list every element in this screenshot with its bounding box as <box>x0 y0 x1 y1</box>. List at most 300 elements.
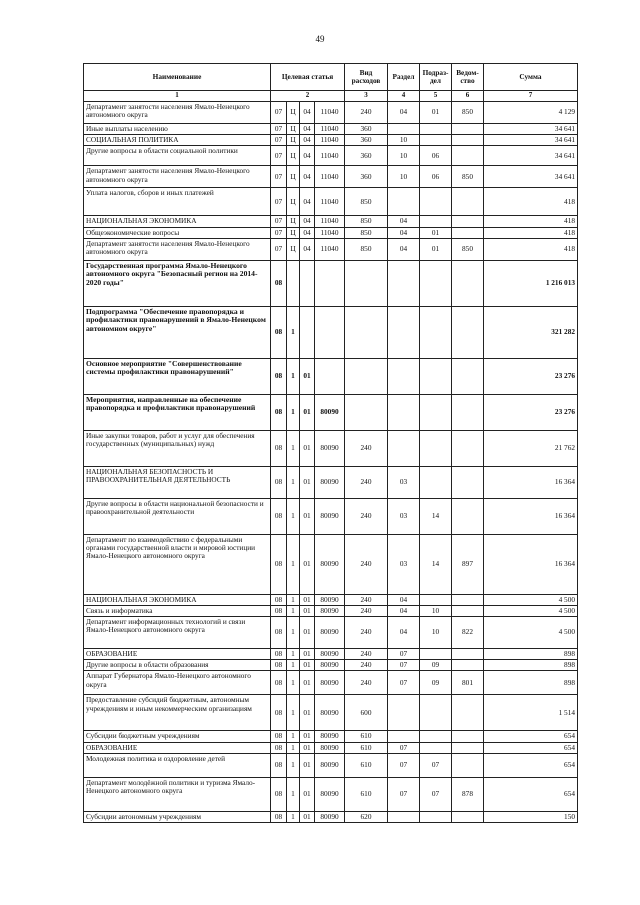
expense-type-code: 240 <box>345 430 388 466</box>
row-name: Департамент по взаимодействию с федеральными органами государственной власти и мировой юстиции Ямало-Ненецкого автономного округа <box>84 534 271 594</box>
row-name: Уплата налогов, сборов и иных платежей <box>84 188 271 216</box>
department-code: 850 <box>452 238 484 260</box>
subprogram-code: Ц <box>287 102 300 124</box>
amount: 4 500 <box>484 617 578 649</box>
activity-code: 01 <box>300 498 315 534</box>
table-row <box>84 166 578 188</box>
subprogram-code: 1 <box>287 811 300 822</box>
subprogram-code: 1 <box>287 594 300 605</box>
program-code: 08 <box>271 695 287 731</box>
row-name: Общеэкономические вопросы <box>84 227 271 238</box>
section-code <box>388 306 420 358</box>
amount: 34 641 <box>484 146 578 166</box>
program-code: 07 <box>271 188 287 216</box>
table-row <box>84 394 578 430</box>
subprogram-code: 1 <box>287 605 300 616</box>
row-name: Департамент занятости населения Ямало-Ненецкого автономного округа <box>84 238 271 260</box>
expense-type-code: 240 <box>345 498 388 534</box>
subprogram-code: Ц <box>287 216 300 227</box>
row-name: Департамент занятости населения Ямало-Ненецкого автономного округа <box>84 102 271 124</box>
activity-code: 04 <box>300 227 315 238</box>
header-section: Раздел <box>388 64 420 91</box>
section-code: 03 <box>388 466 420 498</box>
direction-code: 80090 <box>315 811 345 822</box>
table-row <box>84 498 578 534</box>
program-code: 08 <box>271 777 287 811</box>
subprogram-code: Ц <box>287 227 300 238</box>
amount: 16 364 <box>484 498 578 534</box>
direction-code: 80090 <box>315 660 345 671</box>
table-row <box>84 671 578 695</box>
program-code: 08 <box>271 753 287 777</box>
program-code: 08 <box>271 617 287 649</box>
expense-type-code: 850 <box>345 238 388 260</box>
section-code <box>388 124 420 135</box>
subsection-code: 01 <box>420 102 452 124</box>
subsection-code <box>420 594 452 605</box>
activity-code: 01 <box>300 605 315 616</box>
expense-type-code <box>345 358 388 394</box>
department-code <box>452 731 484 742</box>
section-code: 10 <box>388 166 420 188</box>
subprogram-code: 1 <box>287 660 300 671</box>
program-code: 08 <box>271 394 287 430</box>
program-code: 08 <box>271 742 287 753</box>
section-code: 03 <box>388 534 420 594</box>
table-row <box>84 660 578 671</box>
section-code: 04 <box>388 238 420 260</box>
direction-code: 11040 <box>315 146 345 166</box>
activity-code: 04 <box>300 166 315 188</box>
expense-type-code: 850 <box>345 227 388 238</box>
program-code: 08 <box>271 605 287 616</box>
subprogram-code: 1 <box>287 306 300 358</box>
direction-code: 80090 <box>315 695 345 731</box>
expense-type-code: 610 <box>345 742 388 753</box>
row-name: СОЦИАЛЬНАЯ ПОЛИТИКА <box>84 135 271 146</box>
subprogram-code: 1 <box>287 394 300 430</box>
department-code <box>452 358 484 394</box>
row-name: Молодежная политика и оздоровление детей <box>84 753 271 777</box>
amount: 4 129 <box>484 102 578 124</box>
table-row <box>84 238 578 260</box>
amount: 21 762 <box>484 430 578 466</box>
section-code: 04 <box>388 216 420 227</box>
row-name: ОБРАЗОВАНИЕ <box>84 742 271 753</box>
program-code: 08 <box>271 358 287 394</box>
row-name: Мероприятия, направленные на обеспечение правопорядка и профилактики правонарушений <box>84 394 271 430</box>
table-row <box>84 216 578 227</box>
expense-type-code: 850 <box>345 188 388 216</box>
department-code <box>452 660 484 671</box>
subsection-code: 14 <box>420 534 452 594</box>
amount: 418 <box>484 227 578 238</box>
department-code <box>452 498 484 534</box>
subprogram-code: Ц <box>287 135 300 146</box>
row-name: Иные закупки товаров, работ и услуг для обеспечения государственных (муниципальных) нужд <box>84 430 271 466</box>
section-code: 04 <box>388 594 420 605</box>
section-code <box>388 394 420 430</box>
section-code: 04 <box>388 102 420 124</box>
header-subsection: Подраз-дел <box>420 64 452 91</box>
program-code: 07 <box>271 227 287 238</box>
activity-code: 01 <box>300 430 315 466</box>
header-number: 1 <box>84 91 271 102</box>
table-row <box>84 742 578 753</box>
subsection-code <box>420 124 452 135</box>
section-code: 07 <box>388 660 420 671</box>
expense-type-code: 360 <box>345 166 388 188</box>
subsection-code <box>420 135 452 146</box>
row-name: НАЦИОНАЛЬНАЯ ЭКОНОМИКА <box>84 594 271 605</box>
header-number: 5 <box>420 91 452 102</box>
amount: 16 364 <box>484 534 578 594</box>
department-code <box>452 394 484 430</box>
amount: 16 364 <box>484 466 578 498</box>
subprogram-code: 1 <box>287 534 300 594</box>
subsection-code: 10 <box>420 605 452 616</box>
subsection-code: 14 <box>420 498 452 534</box>
subprogram-code: 1 <box>287 777 300 811</box>
department-code <box>452 742 484 753</box>
table-row <box>84 605 578 616</box>
subsection-code: 09 <box>420 671 452 695</box>
program-code: 07 <box>271 238 287 260</box>
direction-code: 80090 <box>315 605 345 616</box>
amount: 4 500 <box>484 594 578 605</box>
direction-code: 11040 <box>315 102 345 124</box>
subsection-code <box>420 260 452 306</box>
program-code: 08 <box>271 534 287 594</box>
expense-type-code: 610 <box>345 731 388 742</box>
expense-type-code: 240 <box>345 102 388 124</box>
amount: 898 <box>484 649 578 660</box>
section-code: 04 <box>388 617 420 649</box>
direction-code: 80090 <box>315 671 345 695</box>
program-code: 08 <box>271 498 287 534</box>
department-code <box>452 135 484 146</box>
section-code: 07 <box>388 649 420 660</box>
subsection-code <box>420 731 452 742</box>
activity-code: 01 <box>300 594 315 605</box>
direction-code: 80090 <box>315 594 345 605</box>
subsection-code: 09 <box>420 660 452 671</box>
program-code: 08 <box>271 466 287 498</box>
row-name: Другие вопросы в области национальной безопасности и правоохранительной деятельности <box>84 498 271 534</box>
direction-code: 80090 <box>315 466 345 498</box>
amount: 898 <box>484 671 578 695</box>
activity-code: 01 <box>300 731 315 742</box>
subprogram-code: 1 <box>287 671 300 695</box>
direction-code: 80090 <box>315 498 345 534</box>
department-code <box>452 466 484 498</box>
table-row <box>84 466 578 498</box>
row-name: Другие вопросы в области социальной политики <box>84 146 271 166</box>
row-name: Субсидии бюджетным учреждениям <box>84 731 271 742</box>
header-number: 7 <box>484 91 578 102</box>
section-code <box>388 695 420 731</box>
direction-code: 80090 <box>315 777 345 811</box>
subsection-code <box>420 216 452 227</box>
row-name: Департамент молодёжной политики и туризма Ямало-Ненецкого автономного округа <box>84 777 271 811</box>
activity-code: 04 <box>300 124 315 135</box>
department-code <box>452 124 484 135</box>
subprogram-code <box>287 260 300 306</box>
department-code <box>452 649 484 660</box>
subprogram-code: Ц <box>287 188 300 216</box>
table-row <box>84 102 578 124</box>
row-name: Департамент занятости населения Ямало-Ненецкого автономного округа <box>84 166 271 188</box>
activity-code: 04 <box>300 238 315 260</box>
section-code <box>388 188 420 216</box>
amount: 654 <box>484 731 578 742</box>
table-row <box>84 617 578 649</box>
department-code: 822 <box>452 617 484 649</box>
header-department: Ведом-ство <box>452 64 484 91</box>
activity-code: 01 <box>300 617 315 649</box>
direction-code: 80090 <box>315 753 345 777</box>
subsection-code <box>420 306 452 358</box>
subsection-code: 10 <box>420 617 452 649</box>
table-row <box>84 811 578 822</box>
header-number: 4 <box>388 91 420 102</box>
section-code <box>388 430 420 466</box>
table-row <box>84 695 578 731</box>
row-name: Предоставление субсидий бюджетным, автономным учреждениям и иным некоммерческим организациям <box>84 695 271 731</box>
department-code <box>452 811 484 822</box>
activity-code: 01 <box>300 649 315 660</box>
subsection-code <box>420 394 452 430</box>
expense-type-code: 600 <box>345 695 388 731</box>
department-code: 850 <box>452 166 484 188</box>
table-row <box>84 306 578 358</box>
expense-type-code: 240 <box>345 617 388 649</box>
subprogram-code: 1 <box>287 358 300 394</box>
subprogram-code: 1 <box>287 430 300 466</box>
table-row <box>84 227 578 238</box>
activity-code <box>300 260 315 306</box>
expense-type-code: 240 <box>345 466 388 498</box>
department-code: 897 <box>452 534 484 594</box>
expense-type-code: 240 <box>345 534 388 594</box>
header-name: Наименование <box>84 64 271 91</box>
table-row <box>84 124 578 135</box>
subsection-code: 01 <box>420 238 452 260</box>
section-code: 07 <box>388 753 420 777</box>
program-code: 08 <box>271 306 287 358</box>
amount: 898 <box>484 660 578 671</box>
amount: 4 500 <box>484 605 578 616</box>
activity-code: 01 <box>300 777 315 811</box>
row-name: Субсидии автономным учреждениям <box>84 811 271 822</box>
subprogram-code: 1 <box>287 753 300 777</box>
subsection-code <box>420 811 452 822</box>
table-row <box>84 358 578 394</box>
row-name: Подпрограмма "Обеспечение правопорядка и профилактики правонарушений в Ямало-Ненецком автономном округе" <box>84 306 271 358</box>
activity-code: 01 <box>300 358 315 394</box>
expense-type-code <box>345 394 388 430</box>
direction-code: 80090 <box>315 742 345 753</box>
department-code <box>452 188 484 216</box>
activity-code: 04 <box>300 216 315 227</box>
amount: 418 <box>484 188 578 216</box>
department-code <box>452 146 484 166</box>
row-name: Департамент информационных технологий и связи Ямало-Ненецкого автономного округа <box>84 617 271 649</box>
amount: 34 641 <box>484 166 578 188</box>
program-code: 08 <box>271 649 287 660</box>
expense-type-code: 850 <box>345 216 388 227</box>
direction-code <box>315 358 345 394</box>
amount: 150 <box>484 811 578 822</box>
row-name: Государственная программа Ямало-Ненецкого автономного округа "Безопасный регион на 2014-2020 годы" <box>84 260 271 306</box>
expense-type-code: 240 <box>345 660 388 671</box>
section-code: 07 <box>388 742 420 753</box>
header-amount: Сумма <box>484 64 578 91</box>
direction-code: 11040 <box>315 166 345 188</box>
subprogram-code: 1 <box>287 617 300 649</box>
department-code <box>452 306 484 358</box>
section-code: 07 <box>388 777 420 811</box>
section-code <box>388 358 420 394</box>
activity-code: 04 <box>300 102 315 124</box>
direction-code: 80090 <box>315 430 345 466</box>
subprogram-code: Ц <box>287 166 300 188</box>
row-name: НАЦИОНАЛЬНАЯ ЭКОНОМИКА <box>84 216 271 227</box>
program-code: 08 <box>271 260 287 306</box>
table-row <box>84 753 578 777</box>
subprogram-code: Ц <box>287 124 300 135</box>
row-name: Другие вопросы в области образования <box>84 660 271 671</box>
table-row <box>84 146 578 166</box>
activity-code: 01 <box>300 811 315 822</box>
amount: 654 <box>484 742 578 753</box>
row-name: Аппарат Губернатора Ямало-Ненецкого автономного округа <box>84 671 271 695</box>
activity-code: 01 <box>300 695 315 731</box>
subsection-code: 06 <box>420 146 452 166</box>
program-code: 08 <box>271 731 287 742</box>
amount: 34 641 <box>484 124 578 135</box>
direction-code: 11040 <box>315 135 345 146</box>
row-name: Связь и информатика <box>84 605 271 616</box>
expense-type-code: 610 <box>345 777 388 811</box>
direction-code: 11040 <box>315 124 345 135</box>
activity-code: 01 <box>300 534 315 594</box>
direction-code: 11040 <box>315 216 345 227</box>
amount: 23 276 <box>484 358 578 394</box>
subsection-code: 01 <box>420 227 452 238</box>
department-code: 850 <box>452 102 484 124</box>
program-code: 08 <box>271 660 287 671</box>
activity-code <box>300 306 315 358</box>
section-code: 07 <box>388 671 420 695</box>
amount: 1 216 013 <box>484 260 578 306</box>
program-code: 08 <box>271 430 287 466</box>
amount: 23 276 <box>484 394 578 430</box>
program-code: 07 <box>271 216 287 227</box>
subsection-code <box>420 742 452 753</box>
section-code: 04 <box>388 605 420 616</box>
table-row <box>84 777 578 811</box>
expense-type-code: 360 <box>345 135 388 146</box>
section-code: 04 <box>388 227 420 238</box>
program-code: 08 <box>271 811 287 822</box>
amount: 654 <box>484 777 578 811</box>
direction-code: 80090 <box>315 649 345 660</box>
subsection-code <box>420 430 452 466</box>
program-code: 07 <box>271 166 287 188</box>
header-expense-type: Вид расходов <box>345 64 388 91</box>
department-code: 878 <box>452 777 484 811</box>
subsection-code <box>420 649 452 660</box>
department-code <box>452 695 484 731</box>
subprogram-code: 1 <box>287 498 300 534</box>
program-code: 07 <box>271 135 287 146</box>
row-name: НАЦИОНАЛЬНАЯ БЕЗОПАСНОСТЬ И ПРАВООХРАНИТЕЛЬНАЯ ДЕЯТЕЛЬНОСТЬ <box>84 466 271 498</box>
department-code <box>452 216 484 227</box>
direction-code: 11040 <box>315 188 345 216</box>
subsection-code: 06 <box>420 166 452 188</box>
page-number: 49 <box>315 34 325 44</box>
program-code: 08 <box>271 671 287 695</box>
subprogram-code: 1 <box>287 731 300 742</box>
department-code <box>452 260 484 306</box>
subsection-code <box>420 358 452 394</box>
table-row <box>84 594 578 605</box>
section-code <box>388 260 420 306</box>
row-name: Основное мероприятие "Совершенствование системы профилактики правонарушений" <box>84 358 271 394</box>
amount: 1 514 <box>484 695 578 731</box>
department-code <box>452 594 484 605</box>
program-code: 07 <box>271 102 287 124</box>
row-name: Иные выплаты населению <box>84 124 271 135</box>
department-code <box>452 430 484 466</box>
budget-table <box>83 63 578 823</box>
direction-code: 11040 <box>315 238 345 260</box>
program-code: 07 <box>271 146 287 166</box>
subprogram-code: 1 <box>287 649 300 660</box>
amount: 418 <box>484 238 578 260</box>
activity-code: 01 <box>300 753 315 777</box>
header-number: 2 <box>271 91 345 102</box>
subsection-code <box>420 466 452 498</box>
activity-code: 04 <box>300 188 315 216</box>
table-row <box>84 188 578 216</box>
expense-type-code <box>345 306 388 358</box>
activity-code: 01 <box>300 394 315 430</box>
subprogram-code: 1 <box>287 466 300 498</box>
activity-code: 01 <box>300 671 315 695</box>
expense-type-code: 240 <box>345 649 388 660</box>
table-body <box>84 102 578 823</box>
department-code <box>452 605 484 616</box>
direction-code: 80090 <box>315 617 345 649</box>
department-code: 801 <box>452 671 484 695</box>
header-number: 3 <box>345 91 388 102</box>
program-code: 08 <box>271 594 287 605</box>
direction-code <box>315 260 345 306</box>
subprogram-code: 1 <box>287 695 300 731</box>
table-row <box>84 649 578 660</box>
amount: 34 641 <box>484 135 578 146</box>
direction-code: 80090 <box>315 394 345 430</box>
section-code: 03 <box>388 498 420 534</box>
activity-code: 01 <box>300 660 315 671</box>
subprogram-code: 1 <box>287 742 300 753</box>
direction-code: 80090 <box>315 731 345 742</box>
amount: 321 282 <box>484 306 578 358</box>
section-code: 10 <box>388 146 420 166</box>
activity-code: 01 <box>300 742 315 753</box>
